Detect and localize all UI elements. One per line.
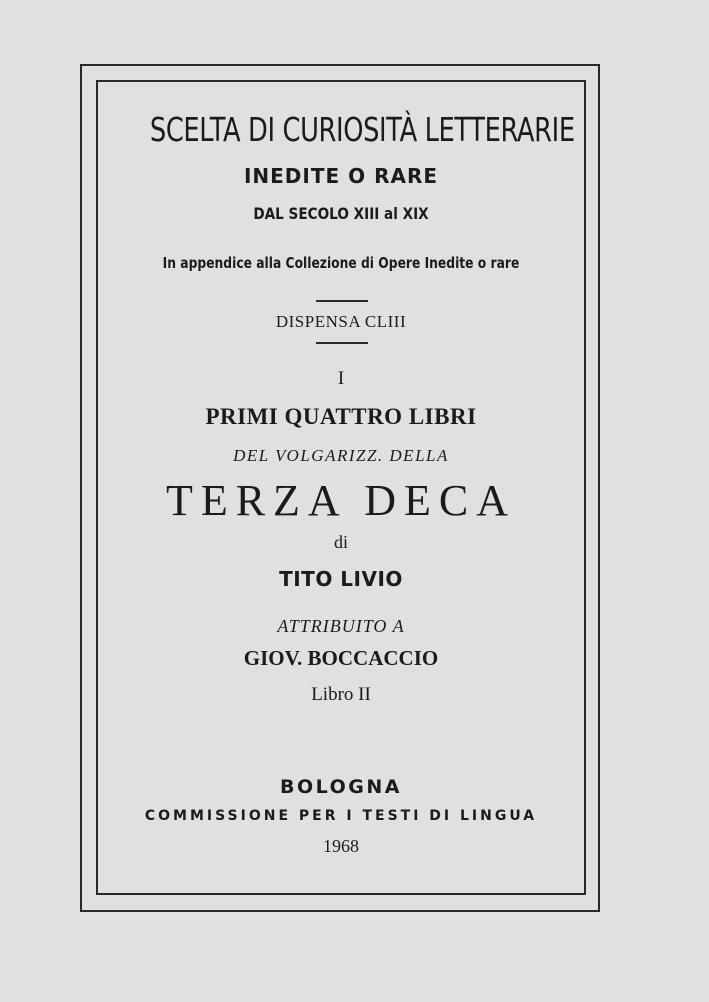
dispensa-number: DISPENSA CLIII [275, 312, 407, 331]
work-title-line1: PRIMI QUATTRO LIBRI [205, 404, 477, 429]
attribution-label: ATTRIBUITO A [277, 616, 405, 636]
rule-top [316, 300, 368, 302]
series-title: SCELTA DI CURIOSITÀ LETTERARIE [149, 110, 575, 149]
work-title-main: TERZA DECA [165, 476, 517, 525]
preposition: di [333, 532, 348, 552]
appendix-note: In appendice alla Collezione di Opere Inedite o rare [162, 254, 520, 272]
publisher-name: COMMISSIONE PER I TESTI DI LINGUA [144, 808, 538, 824]
book-number: Libro II [311, 684, 371, 705]
author-name: TITO LIVIO [279, 567, 403, 591]
work-title-line2: DEL VOLGARIZZ. DELLA [233, 446, 449, 465]
series-subtitle: INEDITE O RARE [243, 164, 439, 188]
rule-bottom [316, 342, 368, 344]
attributed-author: GIOV. BOCCACCIO [243, 646, 439, 670]
centuries-range: DAL SECOLO XIII al XIX [253, 204, 429, 223]
publication-year: 1968 [323, 836, 359, 856]
publication-city: BOLOGNA [280, 776, 402, 798]
volume-number: I [337, 368, 345, 389]
